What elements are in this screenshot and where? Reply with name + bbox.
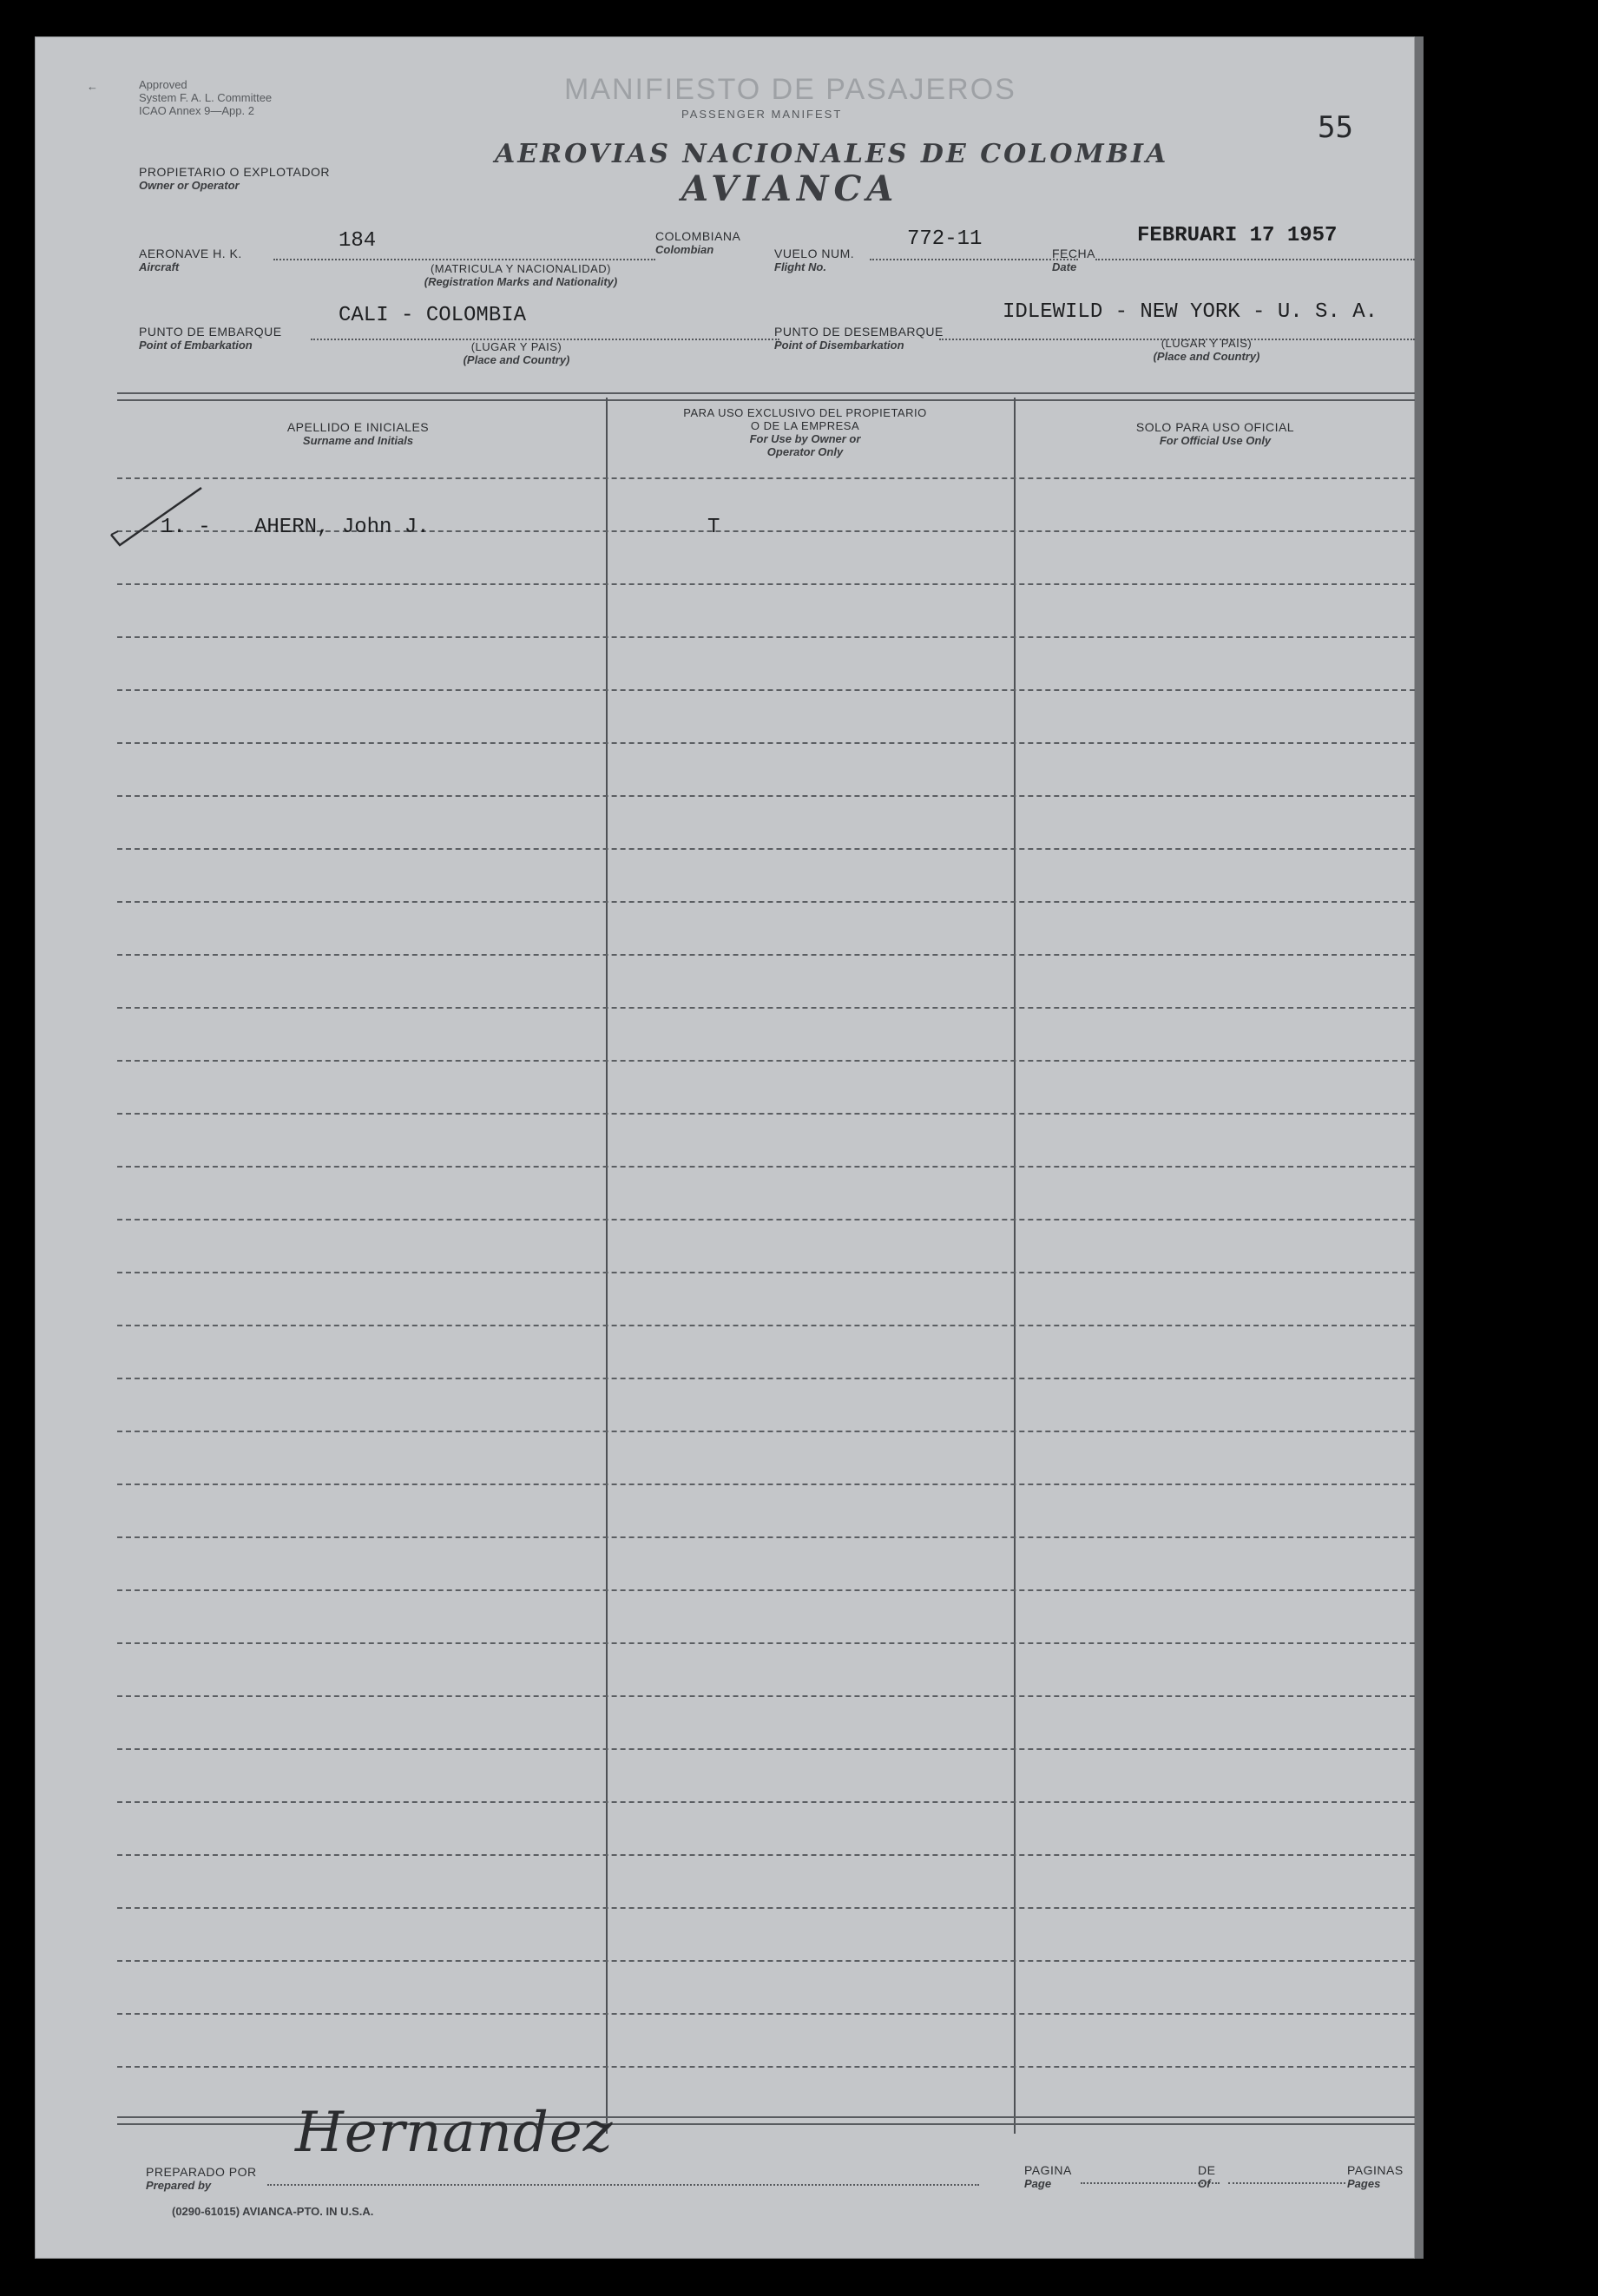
embark-value: CALI - COLOMBIA [339, 304, 527, 327]
airline-name: AEROVIAS NACIONALES DE COLOMBIA [495, 139, 1169, 169]
surname-header-en: Surname and Initials [302, 434, 414, 447]
row-rule [117, 2066, 1415, 2068]
pages-label-en: Pages [1347, 2177, 1381, 2190]
row-rule [117, 795, 1415, 797]
embark-label-es: PUNTO DE EMBARQUE [139, 325, 282, 339]
disembark-sub-en: (Place and Country) [1153, 350, 1260, 363]
of-field [1228, 2168, 1345, 2184]
row-rule [117, 1960, 1415, 1962]
row-rule [117, 636, 1415, 638]
row-rule [117, 2013, 1415, 2015]
embark-sub-es: (LUGAR Y PAIS) [470, 340, 562, 353]
of-label-es: DE [1198, 2163, 1216, 2177]
disembark-value: IDLEWILD - NEW YORK - U. S. A. [1003, 300, 1378, 324]
pages-label-es: PAGINAS [1347, 2163, 1404, 2177]
disembark-label-es: PUNTO DE DESEMBARQUE [774, 325, 944, 339]
page-number: 55 [1318, 110, 1353, 145]
row-rule [117, 1007, 1415, 1009]
flight-value: 772-11 [907, 227, 983, 251]
row-rule [117, 1801, 1415, 1803]
row-rule [117, 1589, 1415, 1591]
owner-use-header-es-2: O DE LA EMPRESA [750, 419, 860, 432]
surname-header-es: APELLIDO E INICIALES [286, 420, 430, 434]
airline-brand: AVIANCA [681, 168, 899, 209]
owner-field [139, 165, 330, 192]
disembark-label [774, 325, 944, 352]
row-rule [117, 1642, 1415, 1644]
disembark-sub-es: (LUGAR Y PAIS) [1161, 337, 1253, 350]
table-top-rule [117, 392, 1415, 401]
column-header-owner-use [603, 406, 1007, 458]
prepared-by-en: Prepared by [146, 2179, 212, 2192]
of-label-en: Of [1198, 2177, 1211, 2190]
row-rule [117, 1060, 1415, 1062]
nationality-label-es: COLOMBIANA [655, 229, 741, 243]
date-label [1052, 247, 1095, 273]
table-row [117, 497, 1415, 552]
embark-sub [417, 340, 616, 366]
approval-block [139, 78, 272, 117]
aircraft-label-es: AERONAVE H. K. [139, 247, 242, 260]
row-rule [117, 1378, 1415, 1379]
aircraft-field [273, 226, 655, 260]
passenger-owner-mark: T [707, 516, 720, 539]
flight-label-es: VUELO NUM. [774, 247, 855, 260]
page-label [1024, 2163, 1072, 2190]
owner-use-header-es-1: PARA USO EXCLUSIVO DEL PROPIETARIO [683, 406, 927, 419]
nationality-label-en: Colombian [655, 243, 714, 256]
row-rule [117, 1431, 1415, 1432]
row-rule [117, 1854, 1415, 1856]
row-rule [117, 1219, 1415, 1220]
disembark-sub [1111, 337, 1302, 363]
owner-use-header-en-1: For Use by Owner or [749, 432, 861, 445]
column-header-surname [117, 420, 599, 447]
manifest-title-en: PASSENGER MANIFEST [681, 108, 843, 121]
disembark-label-en: Point of Disembarkation [774, 339, 904, 352]
approval-line-2: System F. A. L. Committee [139, 91, 273, 104]
approval-line-3: ICAO Annex 9—App. 2 [139, 104, 254, 117]
preparer-signature: Hernandez [295, 2101, 614, 2165]
row-rule [117, 1907, 1415, 1909]
embark-sub-en: (Place and Country) [463, 353, 570, 366]
aircraft-sub-es: (MATRICULA Y NACIONALIDAD) [430, 262, 612, 275]
aircraft-sub-en: (Registration Marks and Nationality) [424, 275, 618, 288]
owner-label-en: Owner or Operator [139, 179, 240, 192]
owner-use-header-en-2: Operator Only [766, 445, 844, 458]
flight-label-en: Flight No. [774, 260, 826, 273]
row-rule [117, 954, 1415, 956]
nationality-label [655, 229, 740, 256]
official-header-en: For Official Use Only [1159, 434, 1272, 447]
row-rule [117, 901, 1415, 903]
row-rule [117, 1748, 1415, 1750]
column-header-official [1016, 420, 1415, 447]
row-rule [117, 848, 1415, 850]
date-label-es: FECHA [1052, 247, 1095, 260]
aircraft-label [139, 247, 242, 273]
column-divider-2 [1014, 398, 1016, 2134]
row-rule [117, 1536, 1415, 1538]
row-rule [117, 1272, 1415, 1273]
page-label-en: Page [1024, 2177, 1052, 2190]
prepared-by-label [146, 2165, 257, 2192]
row-rule [117, 1113, 1415, 1115]
aircraft-sub [382, 262, 660, 288]
row-rule [117, 742, 1415, 744]
flight-label [774, 247, 854, 273]
column-divider-1 [606, 398, 608, 2134]
prepared-by-es: PREPARADO POR [146, 2165, 257, 2179]
approval-arrow-icon: ← [87, 80, 98, 93]
aircraft-label-en: Aircraft [139, 260, 180, 273]
row-rule [117, 583, 1415, 585]
owner-label-es: PROPIETARIO O EXPLOTADOR [139, 165, 330, 179]
manifest-title-es: MANIFIESTO DE PASAJEROS [564, 73, 1016, 106]
date-value: FEBRUARI 17 1957 [1137, 224, 1338, 247]
row-rule [117, 1166, 1415, 1168]
aircraft-value: 184 [339, 229, 377, 253]
of-label [1198, 2163, 1215, 2190]
page-label-es: PAGINA [1024, 2163, 1072, 2177]
approval-line-1: Approved [139, 78, 187, 91]
row-rule [117, 1695, 1415, 1697]
manifest-sheet [35, 36, 1415, 2259]
passenger-number: 1. - [161, 516, 211, 539]
row-rule [117, 1325, 1415, 1326]
official-header-es: SOLO PARA USO OFICIAL [1135, 420, 1295, 434]
row-rule [117, 477, 1415, 479]
row-rule [117, 689, 1415, 691]
prepared-by-field [267, 2170, 979, 2186]
pages-label [1347, 2163, 1404, 2190]
printer-line: (0290-61015) AVIANCA-PTO. IN U.S.A. [172, 2205, 374, 2218]
passenger-name: AHERN, John J. [254, 516, 430, 539]
embark-label-en: Point of Embarkation [139, 339, 253, 352]
date-label-en: Date [1052, 260, 1077, 273]
embark-label [139, 325, 282, 352]
row-rule [117, 1484, 1415, 1485]
